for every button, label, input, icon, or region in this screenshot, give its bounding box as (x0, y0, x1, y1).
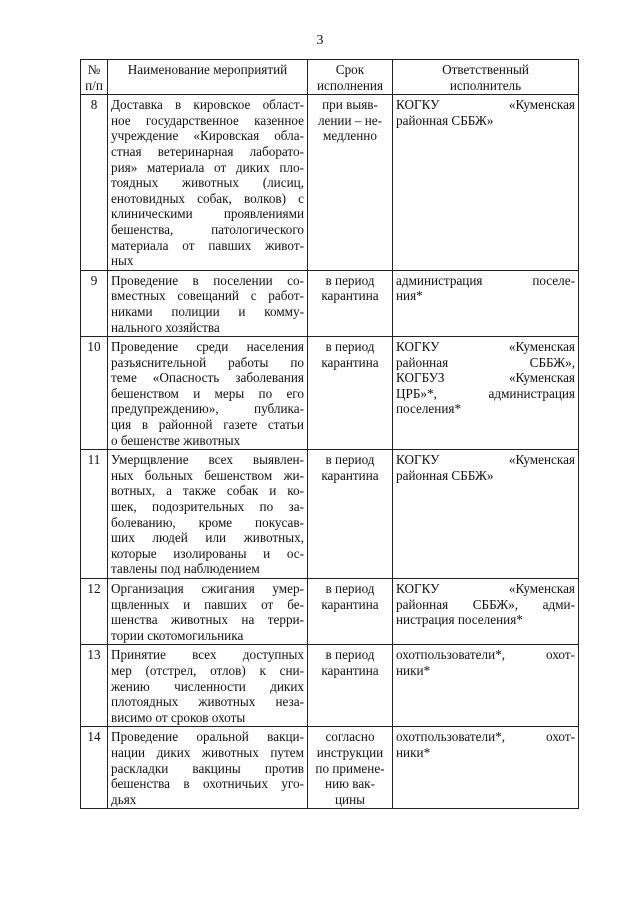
text-line: тоядных животных (лисиц, (111, 175, 304, 191)
text-line: болеванию, кроме покусав- (111, 514, 304, 530)
text-line: районная СББЖ» (396, 467, 494, 483)
header-deadline: Срок исполнения (308, 60, 393, 95)
text-line: карантина (321, 662, 379, 678)
text-line: клиническими проявлениями (111, 206, 304, 222)
measure-text (108, 645, 308, 727)
measure-text (108, 270, 308, 336)
header-executor: Ответственный исполнитель (393, 60, 579, 95)
text-line: КОГКУ «Куменская (396, 581, 575, 596)
deadline-text (308, 645, 393, 727)
text-line: раскладки вакцины против (111, 760, 304, 776)
text-line: карантина (321, 354, 379, 370)
table-header-row (81, 60, 579, 95)
text-line: предупреждению», публика- (111, 401, 304, 417)
text-line: при выяв- (322, 97, 378, 113)
text-line: Умерщвление всех выявлен- (111, 452, 304, 468)
text-line: в период (325, 581, 375, 596)
measure-text (108, 727, 308, 809)
measures-table (80, 59, 579, 809)
executor-text (393, 727, 579, 809)
text-line: нации диких животных путем (111, 744, 304, 760)
text-line: никами полиции и комму- (111, 303, 304, 319)
text-line: КОГКУ «Куменская (396, 97, 575, 113)
text-line: карантина (321, 288, 379, 304)
table-row (81, 579, 579, 645)
page-number: 3 (316, 33, 324, 48)
deadline-text (308, 337, 393, 450)
text-line: ники* (396, 662, 431, 678)
text-line: бешенства, патологического (111, 221, 304, 237)
text-line: о бешенстве животных (111, 432, 241, 448)
text-line: бешенства в охотничьих уго- (111, 776, 304, 792)
text-line: ция в районной газете статьи (111, 417, 304, 433)
text-line: ники* (396, 744, 431, 760)
deadline-text (308, 270, 393, 336)
row-number: 10 (81, 337, 108, 450)
text-line: вотных, а также собак и ко- (111, 483, 304, 499)
text-line: учреждение «Кировская обла- (111, 128, 304, 144)
text-line: Проведение среди населения (111, 339, 304, 355)
text-line: нистрация поселения* (396, 612, 523, 628)
text-line: поселения* (396, 401, 462, 417)
text-line: рия» материала от диких пло- (111, 159, 304, 175)
text-line: бешенством и меры по его (111, 385, 304, 401)
deadline-text (308, 727, 393, 809)
deadline-text (308, 95, 393, 271)
text-line: материала от павших живот- (111, 237, 304, 253)
text-line: жению численности диких (111, 678, 304, 694)
executor-text (393, 270, 579, 336)
text-line: охотпользователи*, охот- (396, 729, 575, 745)
text-line: плотоядных животных неза- (111, 694, 304, 710)
text-line: Доставка в кировское област- (111, 97, 304, 113)
text-line: медленно (323, 128, 377, 144)
deadline-text (308, 579, 393, 645)
text-line: которые изолированы и ос- (111, 545, 304, 561)
row-number: 8 (81, 95, 108, 271)
text-line: ных (111, 253, 134, 269)
row-number: 14 (81, 727, 108, 809)
header-measure: Наименование мероприятий (108, 60, 308, 95)
text-line: Принятие всех доступных (111, 647, 304, 663)
header-num: № п/п (81, 60, 108, 95)
measure-text (108, 337, 308, 450)
text-line: тавлены под наблюдением (111, 561, 260, 577)
text-line: нию вак- (325, 776, 375, 792)
text-line: цины (334, 791, 366, 807)
text-line: карантина (321, 467, 379, 483)
text-line: районная СББЖ», адми- (396, 596, 575, 612)
text-line: Проведение в поселении со- (111, 272, 304, 288)
text-line: ных больных бешенством жи- (111, 467, 304, 483)
text-line: ния* (396, 288, 423, 304)
row-number: 13 (81, 645, 108, 727)
text-line: в период (325, 272, 375, 288)
text-line: в период (325, 452, 375, 468)
text-line: дьях (111, 791, 137, 807)
text-line: шенства животных на терри- (111, 612, 304, 628)
text-line: КОГБУЗ «Куменская (396, 370, 575, 386)
text-line: ших людей или животных, (111, 530, 304, 546)
table-row (81, 450, 579, 579)
table-row (81, 337, 579, 450)
text-line: ное государственное казенное (111, 112, 304, 128)
executor-text (393, 95, 579, 271)
deadline-text (308, 450, 393, 579)
table-row (81, 645, 579, 727)
executor-text (393, 450, 579, 579)
text-line: висимо от сроков охоты (111, 709, 246, 725)
text-line: енотовидных собак, волков) с (111, 190, 304, 206)
table-row (81, 727, 579, 809)
text-line: КОГКУ «Куменская (396, 339, 575, 355)
measure-text (108, 95, 308, 271)
text-line: ЦРБ»*, администрация (396, 385, 575, 401)
executor-text (393, 579, 579, 645)
text-line: стная ветеринарная лаборато- (111, 143, 304, 159)
table-row (81, 270, 579, 336)
text-line: теме «Опасность заболевания (111, 370, 304, 386)
text-line: щвленных и павших от бе- (111, 596, 304, 612)
text-line: районная СББЖ», (396, 354, 575, 370)
row-number: 9 (81, 270, 108, 336)
text-line: карантина (321, 596, 379, 612)
text-line: в период (325, 339, 375, 355)
text-line: районная СББЖ» (396, 112, 494, 128)
text-line: инструкции (316, 744, 384, 760)
text-line: КОГКУ «Куменская (396, 452, 575, 468)
text-line: Организация сжигания умер- (111, 581, 304, 596)
text-line: по примене- (315, 760, 385, 776)
text-line: вместных совещаний с работ- (111, 288, 304, 304)
text-line: в период (325, 647, 375, 663)
text-line: Проведение оральной вакци- (111, 729, 304, 745)
text-line: согласно (325, 729, 375, 745)
text-line: нального хозяйства (111, 319, 220, 335)
text-line: тории скотомогильника (111, 627, 244, 643)
measure-text (108, 450, 308, 579)
text-line: администрация поселе- (396, 272, 575, 288)
text-line: шек, подозрительных по за- (111, 499, 304, 515)
text-line: мер (отстрел, отлов) к сни- (111, 662, 304, 678)
row-number: 12 (81, 579, 108, 645)
text-line: охотпользователи*, охот- (396, 647, 575, 663)
measure-text (108, 579, 308, 645)
table-row (81, 95, 579, 271)
executor-text (393, 337, 579, 450)
text-line: разъяснительной работы по (111, 354, 304, 370)
text-line: лении – не- (317, 112, 383, 128)
row-number: 11 (81, 450, 108, 579)
executor-text (393, 645, 579, 727)
